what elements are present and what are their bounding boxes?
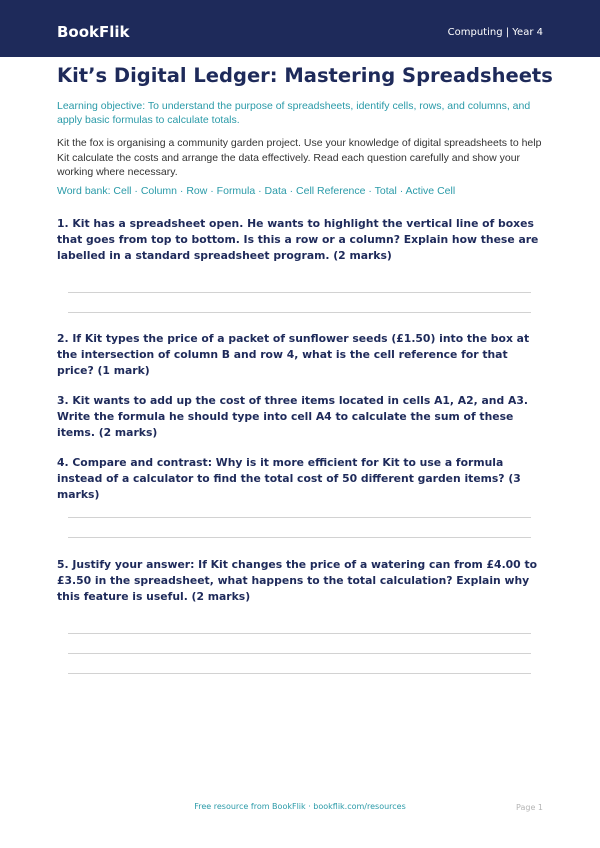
learning-objective: Learning objective: To understand the purpose of spreadsheets, identify cells, rows, and columns, and apply basic formulas to calculate totals. bbox=[57, 100, 531, 126]
question-4: 4. Compare and contrast: Why is it more efficient for Kit to use a formula instead of a calculator to find the total cost of 50 different garden items? (3 marks) bbox=[57, 456, 521, 501]
page-header bbox=[0, 0, 600, 57]
answer-line bbox=[68, 633, 531, 634]
subject-year-label: Computing | Year 4 bbox=[447, 27, 543, 38]
answer-line bbox=[68, 673, 531, 674]
answer-line bbox=[68, 537, 531, 538]
page-number: Page 1 bbox=[516, 803, 543, 812]
answer-line bbox=[68, 312, 531, 313]
brand-logo-text: BookFlik bbox=[57, 23, 130, 41]
word-bank: Word bank: Cell · Column · Row · Formula · Data · Cell Reference · Total · Active Cell bbox=[57, 185, 456, 197]
worksheet-title: Kit’s Digital Ledger: Mastering Spreadsheets bbox=[57, 64, 553, 87]
question-3: 3. Kit wants to add up the cost of three items located in cells A1, A2, and A3. Write the formula he should type into cell A4 to calculate the sum of these items. (2 marks) bbox=[57, 394, 528, 439]
answer-line bbox=[68, 292, 531, 293]
answer-line bbox=[68, 653, 531, 654]
question-2: 2. If Kit types the price of a packet of sunflower seeds (£1.50) into the box at the intersection of column B and row 4, what is the cell reference for that price? (1 mark) bbox=[57, 332, 530, 377]
question-5: 5. Justify your answer: If Kit changes the price of a watering can from £4.00 to £3.50 in the spreadsheet, what happens to the total calculation? Explain why this feature is useful. (2 marks) bbox=[57, 558, 538, 603]
question-1: 1. Kit has a spreadsheet open. He wants to highlight the vertical line of boxes that goes from top to bottom. Is this a row or a column? Explain how these are labelled in a standard spreadsheet program. (2 marks) bbox=[57, 217, 539, 262]
footer-credit: Free resource from BookFlik · bookflik.com/resources bbox=[194, 802, 406, 811]
answer-line bbox=[68, 517, 531, 518]
intro-paragraph: Kit the fox is organising a community garden project. Use your knowledge of digital spreadsheets to help Kit calculate the costs and arrange the data effectively. Read each question carefully and show your working where necessary. bbox=[57, 137, 542, 178]
